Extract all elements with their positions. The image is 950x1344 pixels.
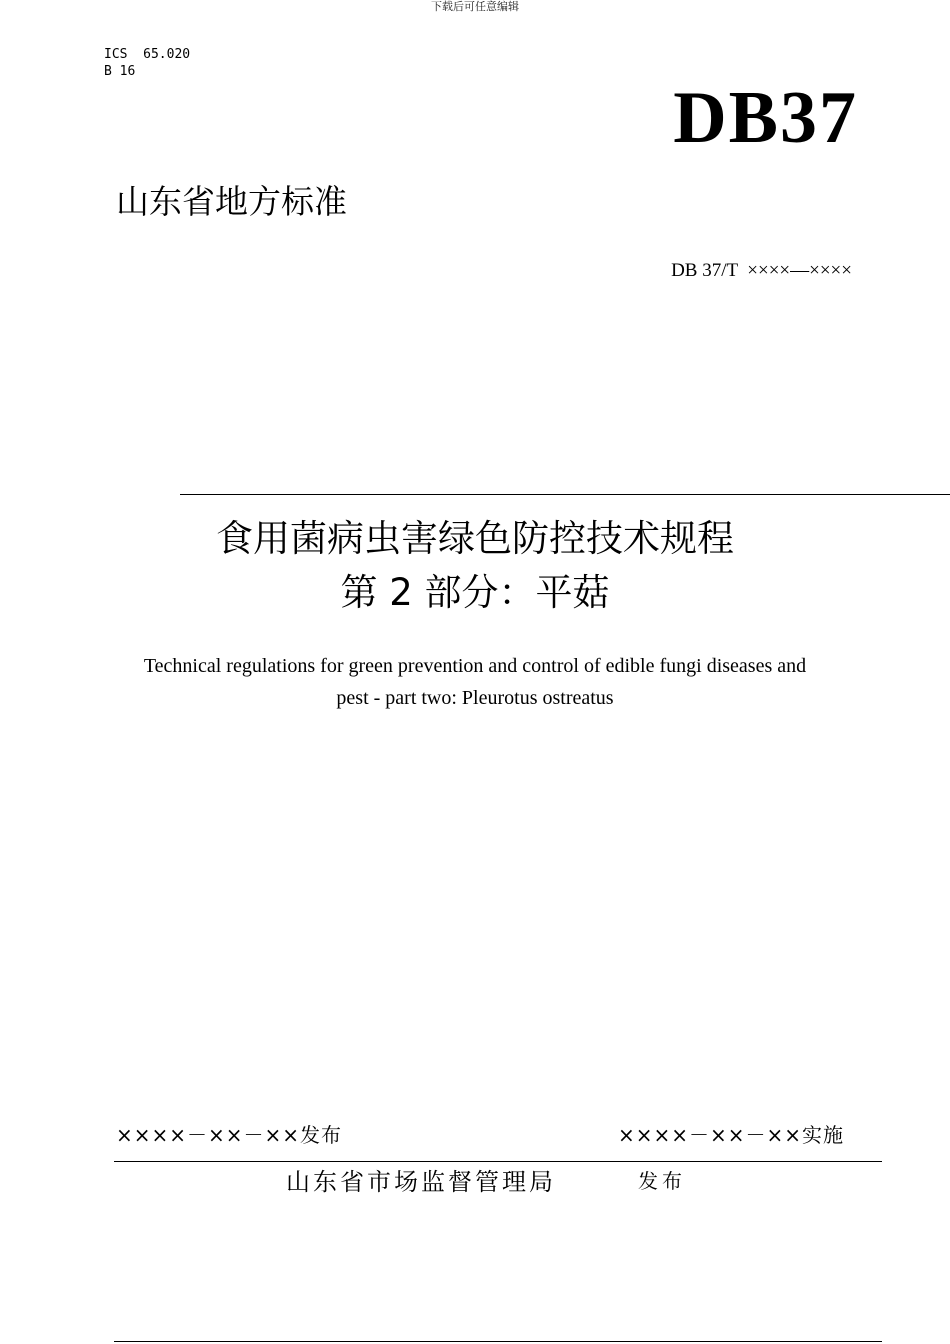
ics-classification	[104, 46, 190, 80]
standard-type: 山东省地方标准	[116, 182, 347, 221]
ccs-code: B 16	[104, 64, 136, 79]
publish-date: ××××－××－××发布	[116, 1123, 343, 1147]
standard-number: DB 37/T ××××—××××	[671, 260, 852, 281]
issuer-suffix: 发布	[638, 1169, 686, 1193]
title-top-rule	[180, 494, 950, 495]
ics-code: ICS 65.020	[104, 47, 191, 62]
issuer-name: 山东省市场监督管理局	[286, 1168, 556, 1196]
title-en-line1: Technical regulations for green prevention and control of edible fungi diseases and	[143, 655, 807, 677]
footer-rule	[114, 1161, 882, 1162]
title-en-line2: pest - part two: Pleurotus ostreatus	[336, 687, 614, 709]
db-mark: DB37	[673, 77, 858, 159]
implement-date: ××××－××－××实施	[618, 1123, 845, 1147]
bottom-rule	[114, 1341, 882, 1342]
header-note: 下载后可任意编辑	[431, 0, 519, 13]
title-cn-line2: 第 2 部分：平菇	[340, 571, 610, 614]
title-cn-line1: 食用菌病虫害绿色防控技术规程	[216, 517, 734, 560]
